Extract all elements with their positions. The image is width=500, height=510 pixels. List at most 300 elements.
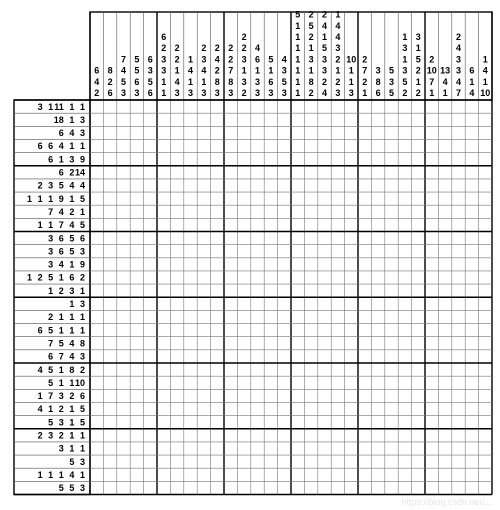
grid-cell[interactable] [184, 271, 197, 284]
grid-cell[interactable] [157, 389, 170, 402]
grid-cell[interactable] [438, 218, 451, 231]
grid-cell[interactable] [278, 389, 291, 402]
grid-cell[interactable] [157, 402, 170, 415]
grid-cell[interactable] [425, 350, 438, 363]
grid-cell[interactable] [184, 455, 197, 468]
grid-cell[interactable] [465, 324, 478, 337]
grid-cell[interactable] [197, 429, 210, 442]
grid-cell[interactable] [90, 100, 103, 113]
grid-cell[interactable] [318, 126, 331, 139]
grid-cell[interactable] [211, 416, 224, 429]
grid-cell[interactable] [318, 389, 331, 402]
grid-cell[interactable] [197, 402, 210, 415]
grid-cell[interactable] [157, 258, 170, 271]
grid-cell[interactable] [251, 284, 264, 297]
grid-cell[interactable] [130, 205, 143, 218]
grid-cell[interactable] [425, 232, 438, 245]
grid-cell[interactable] [197, 389, 210, 402]
grid-cell[interactable] [479, 113, 492, 126]
grid-cell[interactable] [278, 284, 291, 297]
grid-cell[interactable] [345, 126, 358, 139]
grid-cell[interactable] [90, 297, 103, 310]
grid-cell[interactable] [358, 402, 371, 415]
grid-cell[interactable] [425, 455, 438, 468]
grid-cell[interactable] [157, 376, 170, 389]
grid-cell[interactable] [211, 389, 224, 402]
grid-cell[interactable] [211, 126, 224, 139]
grid-cell[interactable] [170, 481, 183, 494]
grid-cell[interactable] [170, 376, 183, 389]
grid-cell[interactable] [211, 481, 224, 494]
grid-cell[interactable] [184, 126, 197, 139]
grid-cell[interactable] [117, 337, 130, 350]
grid-cell[interactable] [385, 153, 398, 166]
grid-cell[interactable] [465, 429, 478, 442]
grid-cell[interactable] [345, 363, 358, 376]
grid-cell[interactable] [103, 350, 116, 363]
grid-cell[interactable] [184, 205, 197, 218]
grid-cell[interactable] [385, 205, 398, 218]
grid-cell[interactable] [157, 337, 170, 350]
grid-cell[interactable] [304, 245, 317, 258]
grid-cell[interactable] [237, 350, 250, 363]
grid-cell[interactable] [318, 455, 331, 468]
grid-cell[interactable] [398, 402, 411, 415]
grid-cell[interactable] [331, 442, 344, 455]
grid-cell[interactable] [264, 245, 277, 258]
grid-cell[interactable] [452, 126, 465, 139]
grid-cell[interactable] [264, 284, 277, 297]
grid-cell[interactable] [170, 139, 183, 152]
grid-cell[interactable] [371, 245, 384, 258]
grid-cell[interactable] [184, 442, 197, 455]
grid-cell[interactable] [170, 350, 183, 363]
grid-cell[interactable] [331, 389, 344, 402]
grid-cell[interactable] [331, 468, 344, 481]
grid-cell[interactable] [345, 153, 358, 166]
grid-cell[interactable] [130, 245, 143, 258]
grid-cell[interactable] [425, 310, 438, 323]
grid-cell[interactable] [130, 179, 143, 192]
grid-cell[interactable] [117, 350, 130, 363]
grid-cell[interactable] [224, 389, 237, 402]
grid-cell[interactable] [452, 232, 465, 245]
grid-cell[interactable] [438, 455, 451, 468]
grid-cell[interactable] [412, 455, 425, 468]
grid-cell[interactable] [371, 153, 384, 166]
grid-cell[interactable] [197, 245, 210, 258]
grid-cell[interactable] [197, 416, 210, 429]
grid-cell[interactable] [197, 166, 210, 179]
grid-cell[interactable] [291, 205, 304, 218]
grid-cell[interactable] [398, 324, 411, 337]
grid-cell[interactable] [264, 126, 277, 139]
grid-cell[interactable] [211, 324, 224, 337]
grid-cell[interactable] [144, 416, 157, 429]
grid-cell[interactable] [371, 468, 384, 481]
grid-cell[interactable] [425, 284, 438, 297]
grid-cell[interactable] [157, 468, 170, 481]
grid-cell[interactable] [144, 363, 157, 376]
grid-cell[interactable] [278, 363, 291, 376]
grid-cell[interactable] [291, 337, 304, 350]
grid-cell[interactable] [331, 166, 344, 179]
grid-cell[interactable] [130, 468, 143, 481]
grid-cell[interactable] [117, 416, 130, 429]
grid-cell[interactable] [318, 258, 331, 271]
grid-cell[interactable] [465, 455, 478, 468]
grid-cell[interactable] [144, 218, 157, 231]
grid-cell[interactable] [452, 468, 465, 481]
grid-cell[interactable] [371, 376, 384, 389]
grid-cell[interactable] [398, 389, 411, 402]
grid-cell[interactable] [90, 324, 103, 337]
grid-cell[interactable] [345, 205, 358, 218]
grid-cell[interactable] [197, 100, 210, 113]
grid-cell[interactable] [211, 192, 224, 205]
grid-cell[interactable] [130, 389, 143, 402]
grid-cell[interactable] [318, 297, 331, 310]
grid-cell[interactable] [211, 232, 224, 245]
grid-cell[interactable] [237, 126, 250, 139]
grid-cell[interactable] [130, 416, 143, 429]
grid-cell[interactable] [90, 442, 103, 455]
grid-cell[interactable] [425, 297, 438, 310]
grid-cell[interactable] [371, 350, 384, 363]
grid-cell[interactable] [144, 337, 157, 350]
grid-cell[interactable] [144, 113, 157, 126]
grid-cell[interactable] [304, 337, 317, 350]
grid-cell[interactable] [479, 258, 492, 271]
grid-cell[interactable] [398, 126, 411, 139]
grid-cell[interactable] [157, 429, 170, 442]
grid-cell[interactable] [371, 402, 384, 415]
grid-cell[interactable] [452, 337, 465, 350]
grid-cell[interactable] [170, 324, 183, 337]
grid-cell[interactable] [251, 205, 264, 218]
grid-cell[interactable] [130, 337, 143, 350]
grid-cell[interactable] [251, 442, 264, 455]
grid-cell[interactable] [117, 481, 130, 494]
grid-cell[interactable] [103, 166, 116, 179]
grid-cell[interactable] [465, 271, 478, 284]
grid-cell[interactable] [465, 468, 478, 481]
grid-cell[interactable] [157, 297, 170, 310]
grid-cell[interactable] [264, 481, 277, 494]
grid-cell[interactable] [264, 192, 277, 205]
grid-cell[interactable] [479, 442, 492, 455]
grid-cell[interactable] [170, 416, 183, 429]
grid-cell[interactable] [264, 113, 277, 126]
grid-cell[interactable] [117, 468, 130, 481]
grid-cell[interactable] [438, 402, 451, 415]
grid-cell[interactable] [224, 416, 237, 429]
grid-cell[interactable] [291, 350, 304, 363]
grid-cell[interactable] [117, 192, 130, 205]
grid-cell[interactable] [425, 416, 438, 429]
grid-cell[interactable] [237, 310, 250, 323]
grid-cell[interactable] [103, 179, 116, 192]
grid-cell[interactable] [237, 297, 250, 310]
grid-cell[interactable] [224, 153, 237, 166]
grid-cell[interactable] [371, 205, 384, 218]
grid-cell[interactable] [304, 481, 317, 494]
grid-cell[interactable] [425, 481, 438, 494]
grid-cell[interactable] [278, 271, 291, 284]
grid-cell[interactable] [318, 337, 331, 350]
grid-cell[interactable] [264, 324, 277, 337]
grid-cell[interactable] [371, 442, 384, 455]
grid-cell[interactable] [103, 337, 116, 350]
grid-cell[interactable] [438, 284, 451, 297]
grid-cell[interactable] [251, 245, 264, 258]
grid-cell[interactable] [371, 416, 384, 429]
grid-cell[interactable] [184, 337, 197, 350]
grid-cell[interactable] [251, 376, 264, 389]
grid-cell[interactable] [278, 139, 291, 152]
grid-cell[interactable] [291, 179, 304, 192]
grid-cell[interactable] [465, 126, 478, 139]
grid-cell[interactable] [144, 389, 157, 402]
grid-cell[interactable] [224, 481, 237, 494]
grid-cell[interactable] [144, 100, 157, 113]
grid-cell[interactable] [117, 429, 130, 442]
grid-cell[interactable] [90, 205, 103, 218]
grid-cell[interactable] [90, 389, 103, 402]
grid-cell[interactable] [90, 153, 103, 166]
grid-cell[interactable] [197, 192, 210, 205]
grid-cell[interactable] [197, 258, 210, 271]
grid-cell[interactable] [358, 350, 371, 363]
grid-cell[interactable] [278, 218, 291, 231]
grid-cell[interactable] [425, 179, 438, 192]
grid-cell[interactable] [304, 218, 317, 231]
grid-cell[interactable] [103, 205, 116, 218]
grid-cell[interactable] [211, 284, 224, 297]
grid-cell[interactable] [304, 192, 317, 205]
grid-cell[interactable] [130, 218, 143, 231]
grid-cell[interactable] [452, 350, 465, 363]
grid-cell[interactable] [425, 218, 438, 231]
grid-cell[interactable] [438, 153, 451, 166]
grid-cell[interactable] [412, 232, 425, 245]
grid-cell[interactable] [130, 139, 143, 152]
grid-cell[interactable] [438, 297, 451, 310]
grid-cell[interactable] [117, 271, 130, 284]
grid-cell[interactable] [90, 126, 103, 139]
grid-cell[interactable] [197, 153, 210, 166]
grid-cell[interactable] [157, 192, 170, 205]
grid-cell[interactable] [251, 232, 264, 245]
grid-cell[interactable] [371, 100, 384, 113]
grid-cell[interactable] [412, 350, 425, 363]
grid-cell[interactable] [224, 284, 237, 297]
grid-cell[interactable] [358, 166, 371, 179]
grid-cell[interactable] [465, 205, 478, 218]
grid-cell[interactable] [251, 350, 264, 363]
grid-cell[interactable] [278, 258, 291, 271]
grid-cell[interactable] [438, 429, 451, 442]
grid-cell[interactable] [251, 297, 264, 310]
grid-cell[interactable] [318, 192, 331, 205]
grid-cell[interactable] [211, 153, 224, 166]
grid-cell[interactable] [358, 271, 371, 284]
grid-cell[interactable] [157, 271, 170, 284]
grid-cell[interactable] [318, 153, 331, 166]
grid-cell[interactable] [170, 337, 183, 350]
grid-cell[interactable] [251, 337, 264, 350]
grid-cell[interactable] [224, 271, 237, 284]
grid-cell[interactable] [331, 416, 344, 429]
grid-cell[interactable] [251, 389, 264, 402]
grid-cell[interactable] [224, 376, 237, 389]
grid-cell[interactable] [465, 245, 478, 258]
grid-cell[interactable] [130, 350, 143, 363]
grid-cell[interactable] [398, 297, 411, 310]
grid-cell[interactable] [318, 100, 331, 113]
grid-cell[interactable] [479, 429, 492, 442]
grid-cell[interactable] [318, 468, 331, 481]
grid-cell[interactable] [345, 258, 358, 271]
grid-cell[interactable] [479, 179, 492, 192]
grid-cell[interactable] [479, 205, 492, 218]
grid-cell[interactable] [117, 363, 130, 376]
grid-cell[interactable] [398, 218, 411, 231]
grid-cell[interactable] [237, 468, 250, 481]
grid-cell[interactable] [90, 350, 103, 363]
grid-cell[interactable] [144, 350, 157, 363]
grid-cell[interactable] [130, 429, 143, 442]
grid-cell[interactable] [197, 139, 210, 152]
grid-cell[interactable] [144, 179, 157, 192]
grid-cell[interactable] [465, 337, 478, 350]
grid-cell[interactable] [425, 205, 438, 218]
grid-cell[interactable] [264, 376, 277, 389]
grid-cell[interactable] [318, 402, 331, 415]
grid-cell[interactable] [412, 376, 425, 389]
grid-cell[interactable] [345, 284, 358, 297]
grid-cell[interactable] [103, 232, 116, 245]
grid-cell[interactable] [130, 310, 143, 323]
grid-cell[interactable] [197, 205, 210, 218]
grid-cell[interactable] [291, 297, 304, 310]
grid-cell[interactable] [117, 245, 130, 258]
grid-cell[interactable] [224, 297, 237, 310]
grid-cell[interactable] [331, 284, 344, 297]
grid-cell[interactable] [438, 363, 451, 376]
grid-cell[interactable] [130, 363, 143, 376]
grid-cell[interactable] [237, 481, 250, 494]
grid-cell[interactable] [251, 271, 264, 284]
grid-cell[interactable] [358, 205, 371, 218]
grid-cell[interactable] [358, 337, 371, 350]
grid-cell[interactable] [304, 153, 317, 166]
grid-cell[interactable] [90, 284, 103, 297]
grid-cell[interactable] [157, 245, 170, 258]
grid-cell[interactable] [144, 139, 157, 152]
grid-cell[interactable] [479, 271, 492, 284]
grid-cell[interactable] [438, 468, 451, 481]
grid-cell[interactable] [157, 126, 170, 139]
grid-cell[interactable] [237, 218, 250, 231]
grid-cell[interactable] [412, 245, 425, 258]
grid-cell[interactable] [438, 324, 451, 337]
grid-cell[interactable] [425, 100, 438, 113]
grid-cell[interactable] [398, 205, 411, 218]
grid-cell[interactable] [103, 139, 116, 152]
grid-cell[interactable] [130, 297, 143, 310]
grid-cell[interactable] [197, 468, 210, 481]
grid-cell[interactable] [103, 297, 116, 310]
grid-cell[interactable] [318, 481, 331, 494]
grid-cell[interactable] [318, 271, 331, 284]
grid-cell[interactable] [90, 416, 103, 429]
grid-cell[interactable] [479, 139, 492, 152]
grid-cell[interactable] [318, 139, 331, 152]
grid-cell[interactable] [144, 376, 157, 389]
grid-cell[interactable] [398, 337, 411, 350]
grid-cell[interactable] [211, 139, 224, 152]
grid-cell[interactable] [117, 100, 130, 113]
grid-cell[interactable] [425, 271, 438, 284]
grid-cell[interactable] [211, 337, 224, 350]
grid-cell[interactable] [278, 192, 291, 205]
grid-cell[interactable] [291, 192, 304, 205]
grid-cell[interactable] [184, 363, 197, 376]
grid-cell[interactable] [438, 271, 451, 284]
grid-cell[interactable] [117, 126, 130, 139]
grid-cell[interactable] [103, 245, 116, 258]
grid-cell[interactable] [157, 232, 170, 245]
grid-cell[interactable] [237, 166, 250, 179]
grid-cell[interactable] [465, 153, 478, 166]
grid-cell[interactable] [184, 310, 197, 323]
grid-cell[interactable] [184, 139, 197, 152]
grid-cell[interactable] [184, 297, 197, 310]
grid-cell[interactable] [170, 113, 183, 126]
grid-cell[interactable] [237, 113, 250, 126]
grid-cell[interactable] [90, 376, 103, 389]
grid-cell[interactable] [264, 337, 277, 350]
grid-cell[interactable] [170, 245, 183, 258]
grid-cell[interactable] [264, 416, 277, 429]
grid-cell[interactable] [425, 258, 438, 271]
grid-cell[interactable] [117, 402, 130, 415]
grid-cell[interactable] [264, 455, 277, 468]
grid-cell[interactable] [385, 455, 398, 468]
grid-cell[interactable] [184, 218, 197, 231]
grid-cell[interactable] [398, 245, 411, 258]
grid-cell[interactable] [318, 429, 331, 442]
grid-cell[interactable] [318, 113, 331, 126]
grid-cell[interactable] [438, 113, 451, 126]
grid-cell[interactable] [452, 205, 465, 218]
grid-cell[interactable] [90, 363, 103, 376]
grid-cell[interactable] [371, 389, 384, 402]
grid-cell[interactable] [385, 100, 398, 113]
grid-cell[interactable] [479, 153, 492, 166]
grid-cell[interactable] [291, 271, 304, 284]
grid-cell[interactable] [197, 297, 210, 310]
grid-cell[interactable] [479, 297, 492, 310]
grid-cell[interactable] [398, 232, 411, 245]
grid-cell[interactable] [438, 126, 451, 139]
grid-cell[interactable] [224, 402, 237, 415]
grid-cell[interactable] [184, 402, 197, 415]
grid-cell[interactable] [237, 324, 250, 337]
grid-cell[interactable] [412, 284, 425, 297]
grid-cell[interactable] [291, 402, 304, 415]
